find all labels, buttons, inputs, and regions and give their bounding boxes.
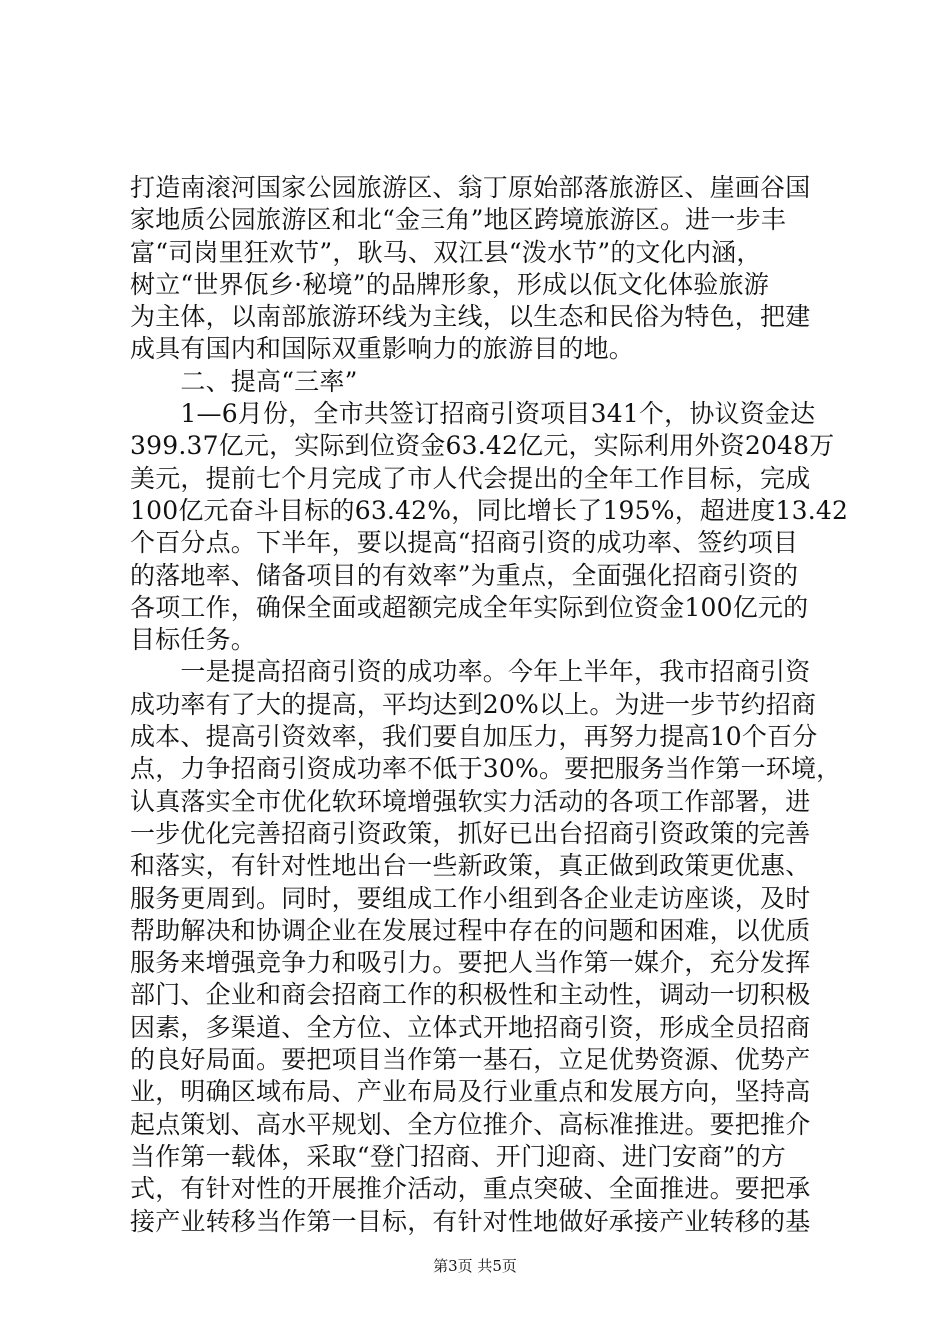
- text-line: 个百分点。下半年，要以提高“招商引资的成功率、签约项目: [130, 528, 799, 558]
- text-line: 认真落实全市优化软环境增强软实力活动的各项工作部署，进: [130, 786, 811, 816]
- text-line: 部门、企业和商会招商工作的积极性和主动性，调动一切积极: [130, 980, 811, 1010]
- text-line: 服务更周到。同时，要组成工作小组到各企业走访座谈，及时: [130, 883, 811, 913]
- text-line: 当作第一载体，采取“登门招商、开门迎商、进门安商”的方: [130, 1141, 786, 1171]
- text-line: 100亿元奋斗目标的63.42%，同比增长了195%，超进度13.42: [130, 495, 849, 525]
- text-line: 成本、提高引资效率，我们要自加压力，再努力提高10个百分: [130, 722, 818, 752]
- text-line: 因素，多渠道、全方位、立体式开地招商引资，形成全员招商: [130, 1012, 811, 1042]
- text-line: 成功率有了大的提高，平均达到20%以上。为进一步节约招商: [130, 689, 817, 719]
- page-footer: 第3页 共5页: [433, 1257, 517, 1275]
- text-line: 帮助解决和协调企业在发展过程中存在的问题和困难，以优质: [130, 915, 811, 945]
- text-line: 为主体，以南部旅游环线为主线，以生态和民俗为特色，把建: [130, 302, 811, 332]
- text-line: 树立“世界佤乡·秘境”的品牌形象，形成以佤文化体验旅游: [130, 269, 769, 299]
- text-line: 399.37亿元，实际到位资金63.42亿元，实际利用外资2048万: [130, 431, 835, 461]
- text-line: 一步优化完善招商引资政策，抓好已出台招商引资政策的完善: [130, 818, 811, 848]
- text-line: 目标任务。: [130, 625, 257, 655]
- text-line: 二、提高“三率”: [130, 366, 358, 396]
- text-line: 服务来增强竞争力和吸引力。要把人当作第一媒介，充分发挥: [130, 948, 811, 978]
- text-line: 和落实，有针对性地出台一些新政策，真正做到政策更优惠、: [130, 851, 811, 881]
- text-line: 一是提高招商引资的成功率。今年上半年，我市招商引资: [130, 657, 811, 687]
- text-line: 家地质公园旅游区和北“金三角”地区跨境旅游区。进一步丰: [130, 205, 786, 235]
- text-line: 富“司岗里狂欢节”，耿马、双江县“泼水节”的文化内涵，: [130, 237, 762, 267]
- text-line: 的良好局面。要把项目当作第一基石，立足优势资源、优势产: [130, 1045, 811, 1075]
- text-line: 打造南滚河国家公园旅游区、翁丁原始部落旅游区、崖画谷国: [130, 173, 811, 202]
- text-line: 成具有国内和国际双重影响力的旅游目的地。: [130, 334, 635, 364]
- text-line: 点，力争招商引资成功率不低于30%。要把服务当作第一环境，: [130, 754, 842, 784]
- text-line: 式，有针对性的开展推介活动，重点突破、全面推进。要把承: [130, 1174, 811, 1204]
- text-line: 美元，提前七个月完成了市人代会提出的全年工作目标，完成: [130, 463, 811, 493]
- text-line: 的落地率、储备项目的有效率”为重点，全面强化招商引资的: [130, 560, 799, 590]
- text-line: 业，明确区域布局、产业布局及行业重点和发展方向，坚持高: [130, 1077, 811, 1107]
- text-line: 1—6月份，全市共签订招商引资项目341个，协议资金达: [130, 399, 816, 429]
- text-line: 各项工作，确保全面或超额完成全年实际到位资金100亿元的: [130, 592, 809, 622]
- text-line: 接产业转移当作第一目标，有针对性地做好承接产业转移的基: [130, 1206, 811, 1236]
- text-line: 起点策划、高水平规划、全方位推介、高标准推进。要把推介: [130, 1109, 811, 1139]
- document-body: [130, 172, 849, 1238]
